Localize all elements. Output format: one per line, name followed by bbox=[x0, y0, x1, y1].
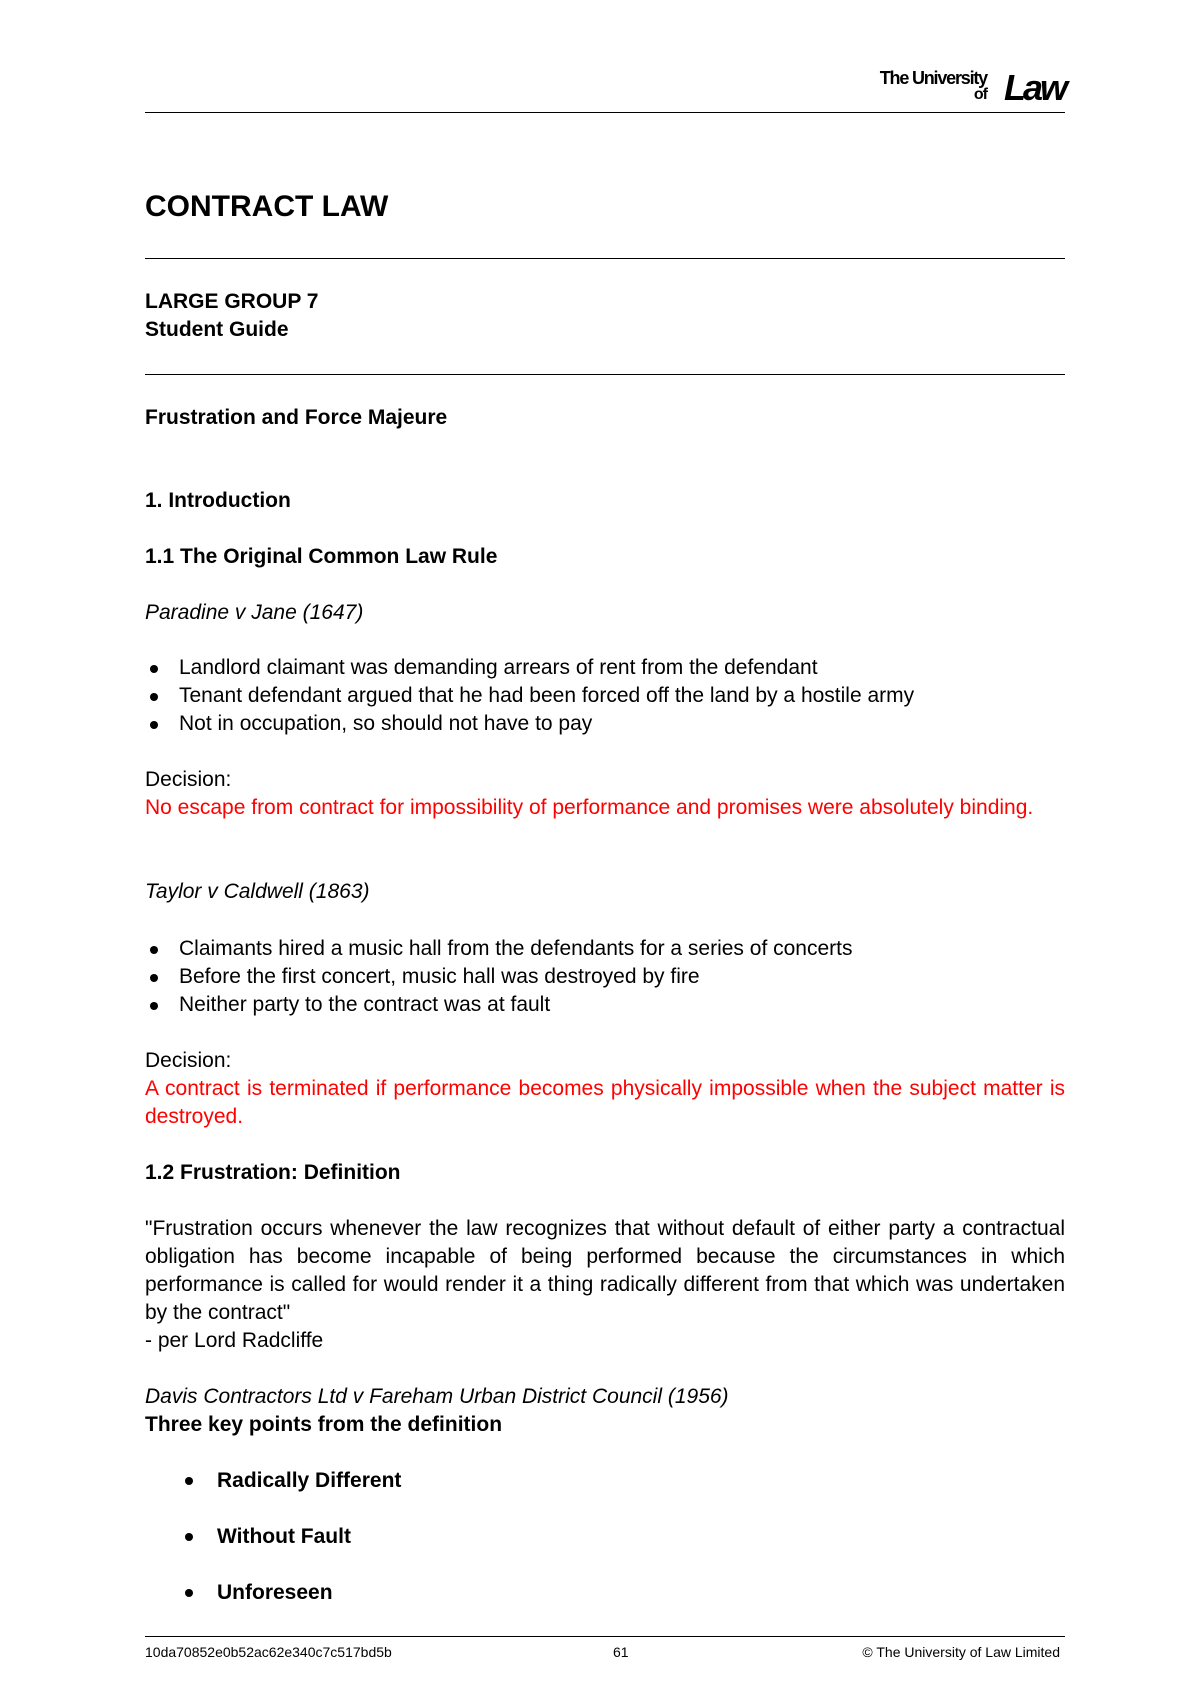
decision-label-1: Decision: bbox=[145, 768, 232, 791]
list-item: Neither party to the contract was at fault bbox=[145, 991, 1065, 1019]
logo-line-2: of bbox=[973, 86, 987, 103]
quote-attribution: - per Lord Radcliffe bbox=[145, 1329, 324, 1352]
logo-line-1: The University bbox=[879, 68, 987, 88]
decision-text-2: A contract is terminated if performance becomes physically impossible when the subject matter is destroyed. bbox=[145, 1077, 1065, 1128]
university-logo bbox=[855, 68, 1065, 108]
key-points-heading: Three key points from the definition bbox=[145, 1413, 503, 1436]
document-title: CONTRACT LAW bbox=[145, 190, 389, 223]
list-item: Unforeseen bbox=[145, 1579, 1065, 1607]
logo-line-3: Law bbox=[1003, 67, 1065, 108]
list-item: Radically Different bbox=[145, 1467, 1065, 1495]
case-name-paradine: Paradine v Jane (1647) bbox=[145, 601, 364, 624]
decision-text-1: No escape from contract for impossibility of performance and promises were absolutely binding. bbox=[145, 796, 1034, 819]
footer-copyright: © The University of Law Limited bbox=[862, 1644, 1060, 1660]
subtitle-rule bbox=[145, 374, 1065, 375]
subtitle-line-1: LARGE GROUP 7 bbox=[145, 290, 319, 313]
list-item: Before the first concert, music hall was destroyed by fire bbox=[145, 963, 1065, 991]
definition-quote: "Frustration occurs whenever the law recognizes that without default of either party a contractual obligation has become incapable of being performed because the circumstances in which performance is called for would render it a thing radically different from that which was undertaken by the contract" bbox=[145, 1217, 1065, 1324]
list-item: Tenant defendant argued that he had been forced off the land by a hostile army bbox=[145, 682, 1065, 710]
case-name-taylor: Taylor v Caldwell (1863) bbox=[145, 880, 370, 903]
case-name-davis: Davis Contractors Ltd v Fareham Urban District Council (1956) bbox=[145, 1385, 729, 1408]
subsection-heading-1-2: 1.2 Frustration: Definition bbox=[145, 1161, 401, 1184]
subtitle-line-2: Student Guide bbox=[145, 318, 289, 341]
decision-label-2: Decision: bbox=[145, 1049, 232, 1072]
document-page bbox=[145, 0, 1065, 1696]
list-item: Without Fault bbox=[145, 1523, 1065, 1551]
page-number: 61 bbox=[613, 1644, 629, 1660]
list-item: Claimants hired a music hall from the defendants for a series of concerts bbox=[145, 935, 1065, 963]
title-rule bbox=[145, 258, 1065, 259]
subsection-heading-1-1: 1.1 The Original Common Law Rule bbox=[145, 545, 498, 568]
case-facts-list-1 bbox=[145, 654, 1065, 738]
key-points-list bbox=[145, 1467, 1065, 1635]
header-rule bbox=[145, 112, 1065, 113]
section-heading: 1. Introduction bbox=[145, 489, 291, 512]
footer-doc-id: 10da70852e0b52ac62e340c7c517bd5b bbox=[145, 1644, 392, 1660]
list-item: Not in occupation, so should not have to pay bbox=[145, 710, 1065, 738]
list-item: Landlord claimant was demanding arrears of rent from the defendant bbox=[145, 654, 1065, 682]
footer-rule bbox=[145, 1636, 1065, 1637]
topic-heading: Frustration and Force Majeure bbox=[145, 406, 448, 429]
case-facts-list-2 bbox=[145, 935, 1065, 1019]
